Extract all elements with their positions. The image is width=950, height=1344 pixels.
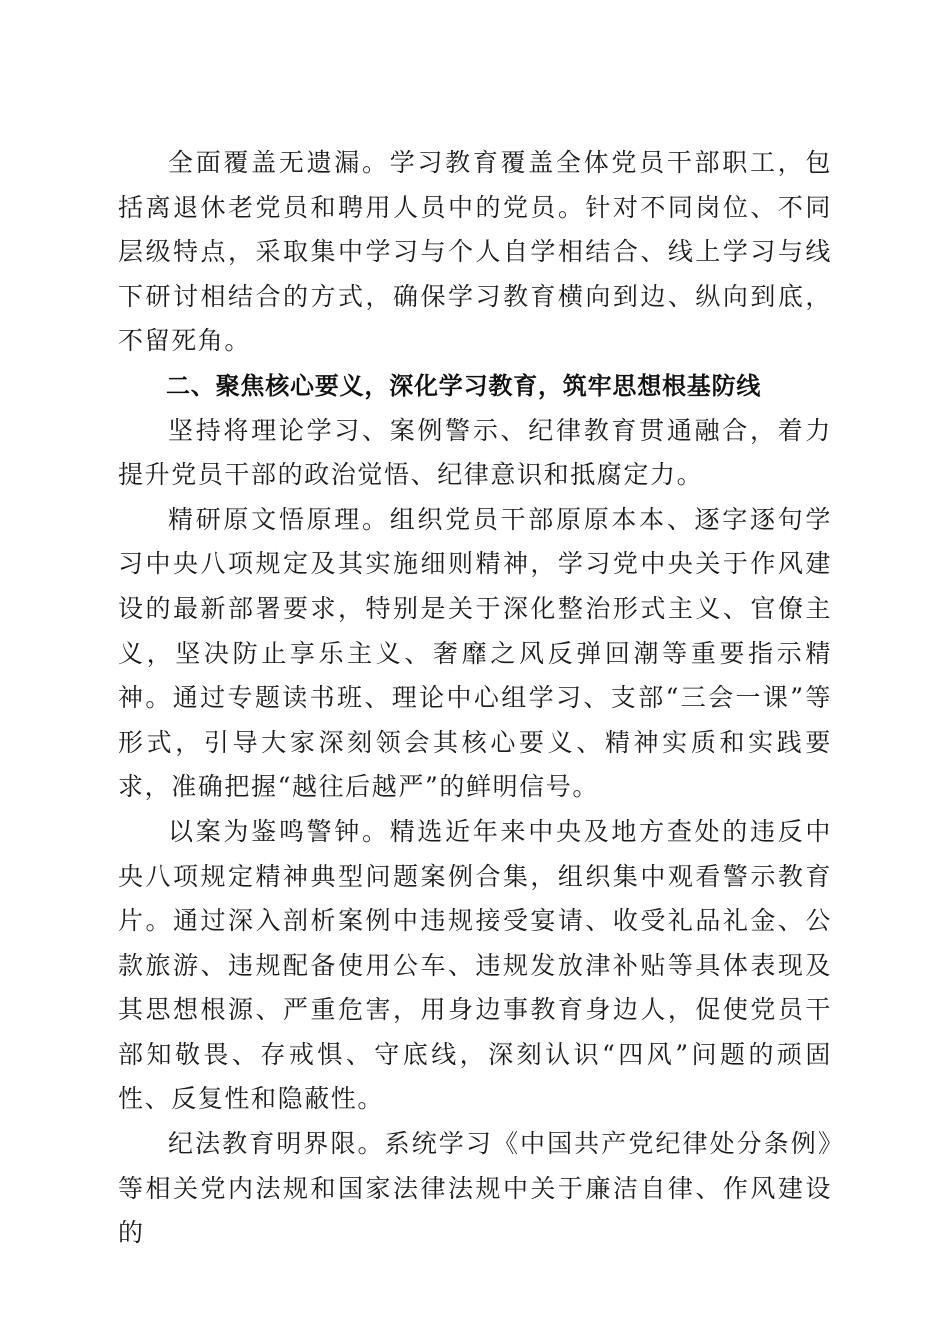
paragraph-study-original-text: 精研原文悟原理。组织党员干部原原本本、逐字逐句学习中央八项规定及其实施细则精神，学习党中央关于作风建设的最新部署要求，特别是关于深化整治形式主义、官僚主义，坚决防止享乐主义、奢靡之风反弹回潮等重要指示精神。通过专题读书班、理论中心组学习、支部“三会一课”等形式，引导大家深刻领会其核心要义、精神实质和实践要求，准确把握“越往后越严”的鲜明信号。	[118, 504, 832, 802]
paragraph-case-warning: 以案为鉴鸣警钟。精选近年来中央及地方查处的违反中央八项规定精神典型问题案例合集，组织集中观看警示教育片。通过深入剖析案例中违规接受宴请、收受礼品礼金、公款旅游、违规配备使用公车、违规发放津补贴等具体表现及其思想根源、严重危害，用身边事教育身边人，促使党员干部知敬畏、存戒惧、守底线，深刻认识“四风”问题的顽固性、反复性和隐蔽性。	[118, 816, 832, 1114]
paragraph-discipline-education: 纪法教育明界限。系统学习《中国共产党纪律处分条例》等相关党内法规和国家法律法规中关于廉洁自律、作风建设的	[118, 1129, 832, 1248]
paragraph-full-coverage: 全面覆盖无遗漏。学习教育覆盖全体党员干部职工，包括离退休老党员和聘用人员中的党员。针对不同岗位、不同层级特点，采取集中学习与个人自学相结合、线上学习与线下研讨相结合的方式，确保学习教育横向到边、纵向到底，不留死角。	[118, 148, 832, 356]
section-heading-two: 二、聚焦核心要义，深化学习教育，筑牢思想根基防线	[166, 371, 762, 400]
paragraph-integration: 坚持将理论学习、案例警示、纪律教育贯通融合，着力提升党员干部的政治觉悟、纪律意识和抵腐定力。	[118, 415, 832, 490]
document-body	[118, 141, 832, 1256]
